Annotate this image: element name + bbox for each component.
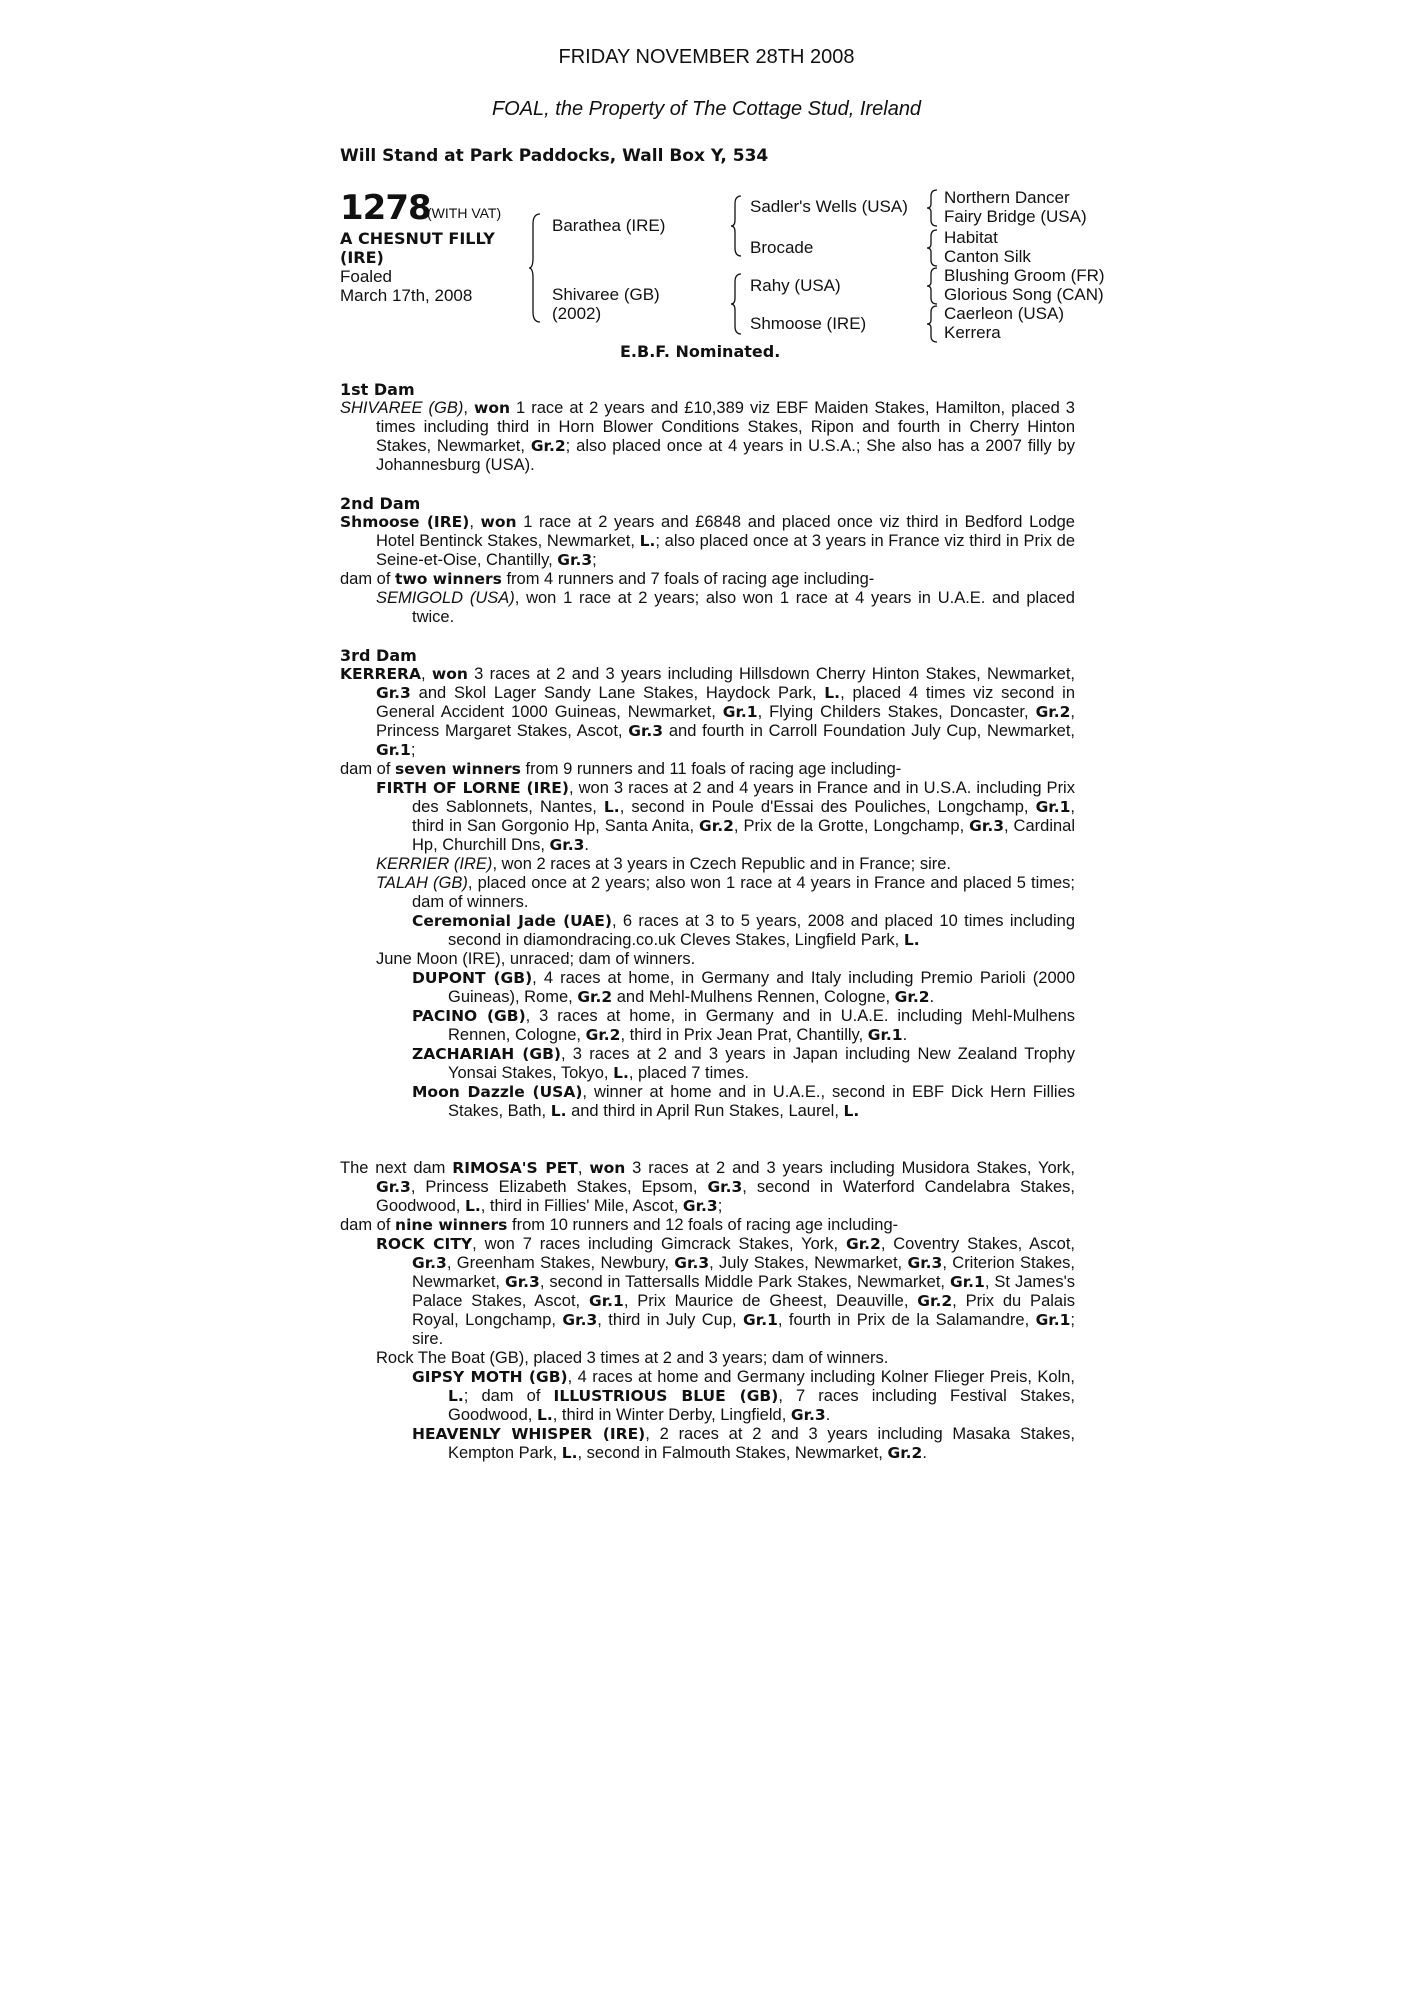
pedigree-ssd: Fairy Bridge (USA) [944, 207, 1087, 226]
pedigree-brace-dd [926, 304, 940, 344]
pedigree-sire-dam: Brocade [750, 238, 814, 257]
first-dam-section [340, 380, 1075, 475]
third-dam-section [340, 646, 1075, 1463]
pedigree-brace-sire [730, 194, 744, 258]
vat-note: (WITH VAT) [427, 205, 502, 221]
rock-city-entry: ROCK CITY, won 7 races including Gimcrack Stakes, York, Gr.2, Coventry Stakes, Ascot, Gr.3, Greenham Stakes, Newbury, Gr.3, July Stakes, Newmarket, Gr.3, Criterion Stakes, Newmarket, Gr.3, second in Tattersalls Middle Park Stakes, Newmarket, Gr.1, St James's Palace Stakes, Ascot, Gr.1, Prix Maurice de Gheest, Deauville, Gr.2, Prix du Palais Royal, Longchamp, Gr.3, third in July Cup, Gr.1, fourth in Prix de la Salamandre, Gr.1; sire. [376, 1235, 1076, 1348]
june-moon-entry: June Moon (IRE), unraced; dam of winners. [376, 950, 696, 968]
ceremonial-jade-entry: Ceremonial Jade (UAE), 6 races at 3 to 5 years, 2008 and placed 10 times including second in diamondracing.co.uk Cleves Stakes, Lingfield Park, L. [412, 912, 1076, 949]
semigold-entry: SEMIGOLD (USA), won 1 race at 2 years; also won 1 race at 4 years in U.A.E. and placed twice. [376, 589, 1075, 626]
pedigree-sss: Northern Dancer [944, 188, 1070, 207]
pedigree-dds: Caerleon (USA) [944, 304, 1064, 323]
first-dam-heading: 1st Dam [340, 380, 415, 399]
pedigree-brace-dam [730, 272, 744, 336]
moon-dazzle-entry: Moon Dazzle (USA), winner at home and in U.A.E., second in EBF Dick Hern Fillies Stakes, Bath, L. and third in April Run Stakes, Laurel, L. [412, 1083, 1075, 1120]
stand-location: Will Stand at Park Paddocks, Wall Box Y, 534 [340, 146, 769, 166]
pedigree-brace-ds [926, 266, 940, 306]
pedigree-brace-ss [926, 188, 940, 228]
pedigree-dam-year: (2002) [552, 304, 602, 323]
lot-title: A CHESNUT FILLY [340, 229, 495, 248]
gipsy-moth-entry: GIPSY MOTH (GB), 4 races at home and Germany including Kolner Flieger Preis, Koln, L.; dam of ILLUSTRIOUS BLUE (GB), 7 races including Festival Stakes, Goodwood, L., third in Winter Derby, Lingfield, Gr.3. [412, 1368, 1075, 1424]
second-dam-section [340, 494, 1075, 627]
pedigree-sire-sire: Sadler's Wells (USA) [750, 197, 908, 216]
rock-the-boat-entry: Rock The Boat (GB), placed 3 times at 2 and 3 years; dam of winners. [376, 1349, 889, 1367]
sale-date: FRIDAY NOVEMBER 28TH 2008 [558, 46, 855, 68]
pedigree-sds: Habitat [944, 228, 998, 247]
vendor-line: FOAL, the Property of The Cottage Stud, Ireland [491, 98, 922, 120]
pedigree-sire: Barathea (IRE) [552, 216, 666, 235]
pedigree-sdd: Canton Silk [944, 247, 1031, 266]
lot-title-origin: (IRE) [340, 248, 384, 267]
second-dam-produce: dam of two winners from 4 runners and 7 foals of racing age including- [340, 570, 875, 588]
rimosas-pet-produce: dam of nine winners from 10 runners and 12 foals of racing age including- [340, 1216, 899, 1234]
second-dam-heading: 2nd Dam [340, 494, 421, 513]
second-dam-text: Shmoose (IRE), won 1 race at 2 years and £6848 and placed once viz third in Bedford Lodge Hotel Bentinck Stakes, Newmarket, L.; also placed once at 3 years in France viz third in Prix de Seine-et-Oise, Chantilly, Gr.3; [340, 513, 1075, 569]
pacino-entry: PACINO (GB), 3 races at home, in Germany and in U.A.E. including Mehl-Mulhens Rennen, Cologne, Gr.2, third in Prix Jean Prat, Chantilly, Gr.1. [412, 1007, 1076, 1044]
pedigree-brace-gen1 [528, 212, 544, 324]
heavenly-whisper-entry: HEAVENLY WHISPER (IRE), 2 races at 2 and 3 years including Masaka Stakes, Kempton Park, L., second in Falmouth Stakes, Newmarket, Gr.2. [412, 1425, 1076, 1462]
kerrera-entry: KERRERA, won 3 races at 2 and 3 years including Hillsdown Cherry Hinton Stakes, Newmarket, Gr.3 and Skol Lager Sandy Lane Stakes, Haydock Park, L., placed 4 times viz second in General Accident 1000 Guineas, Newmarket, Gr.1, Flying Childers Stakes, Doncaster, Gr.2, Princess Margaret Stakes, Ascot, Gr.3 and fourth in Carroll Foundation July Cup, Newmarket, Gr.1; [340, 665, 1076, 759]
rimosas-pet-entry: The next dam RIMOSA'S PET, won 3 races at 2 and 3 years including Musidora Stakes, York, Gr.3, Princess Elizabeth Stakes, Epsom, Gr.3, second in Waterford Candelabra Stakes, Goodwood, L., third in Fillies' Mile, Ascot, Gr.3; [340, 1159, 1075, 1215]
foaled-date: March 17th, 2008 [340, 286, 473, 305]
pedigree-dam: Shivaree (GB) [552, 285, 660, 304]
zachariah-entry: ZACHARIAH (GB), 3 races at 2 and 3 years in Japan including New Zealand Trophy Yonsai Stakes, Tokyo, L., placed 7 times. [412, 1045, 1075, 1082]
kerrera-produce: dam of seven winners from 9 runners and 11 foals of racing age including- [340, 760, 902, 778]
dupont-entry: DUPONT (GB), 4 races at home, in Germany and Italy including Premio Parioli (2000 Guineas), Rome, Gr.2 and Mehl-Mulhens Rennen, Cologne, Gr.2. [412, 969, 1075, 1006]
firth-of-lorne-entry: FIRTH OF LORNE (IRE), won 3 races at 2 and 4 years in France and in U.S.A. including Prix des Sablonnets, Nantes, L., second in Poule d'Essai des Pouliches, Longchamp, Gr.1, third in San Gorgonio Hp, Santa Anita, Gr.2, Prix de la Grotte, Longchamp, Gr.3, Cardinal Hp, Churchill Dns, Gr.3. [376, 779, 1076, 854]
kerrier-entry: KERRIER (IRE), won 2 races at 3 years in Czech Republic and in France; sire. [376, 855, 951, 873]
ebf-note: E.B.F. Nominated. [620, 342, 781, 361]
foaled-label: Foaled [340, 267, 392, 286]
pedigree-brace-sd [926, 228, 940, 268]
talah-entry: TALAH (GB), placed once at 2 years; also won 1 race at 4 years in France and placed 5 times; dam of winners. [376, 874, 1076, 911]
pedigree-dsd: Glorious Song (CAN) [944, 285, 1104, 304]
pedigree-dam-dam: Shmoose (IRE) [750, 314, 867, 333]
lot-number: 1278 [340, 188, 431, 228]
pedigree-dss: Blushing Groom (FR) [944, 266, 1105, 285]
pedigree-ddd: Kerrera [944, 323, 1001, 342]
first-dam-text: SHIVAREE (GB), won 1 race at 2 years and £10,389 viz EBF Maiden Stakes, Hamilton, placed 3 times including third in Horn Blower Conditions Stakes, Ripon and fourth in Cherry Hinton Stakes, Newmarket, Gr.2; also placed once at 4 years in U.S.A.; She also has a 2007 filly by Johannesburg (USA). [340, 399, 1076, 474]
pedigree-dam-sire: Rahy (USA) [750, 276, 841, 295]
third-dam-heading: 3rd Dam [340, 646, 417, 665]
